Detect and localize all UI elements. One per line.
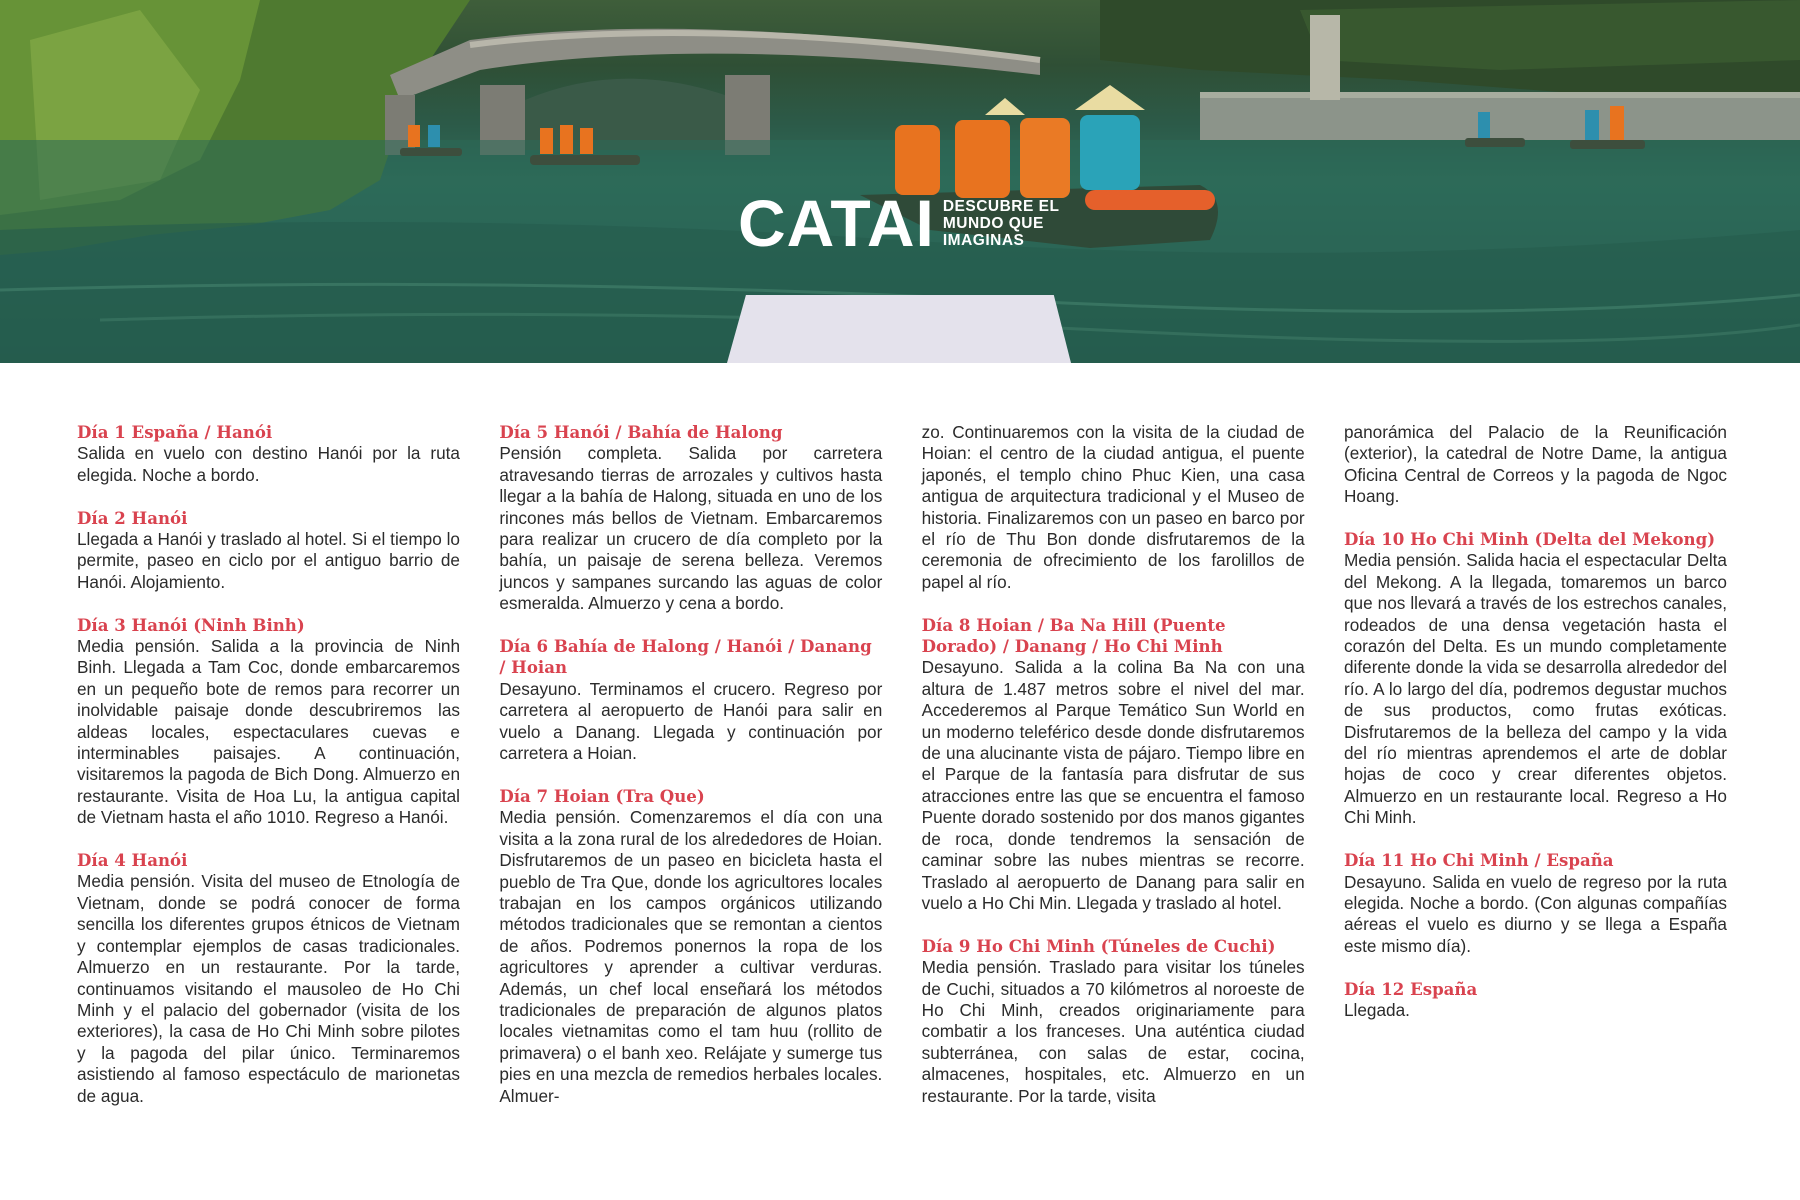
catai-logo	[738, 186, 1060, 260]
day-title: Día 8 Hoian / Ba Na Hill (Puente Dorado) / Danang / Ho Chi Minh	[921, 614, 1226, 657]
day-title: Día 4 Hanói	[77, 850, 188, 871]
day-text: Llegada a Hanói y traslado al hotel. Si el tiempo lo permite, paseo en ciclo por el antiguo barrio de Hanói. Alojamiento.	[77, 529, 460, 592]
day-text: Media pensión. Visita del museo de Etnología de Vietnam, donde se podrá conocer de forma sencilla los diferentes grupos étnicos de Vietnam y contemplar ejemplos de casas tradicionales. Almuerzo en un restaurante. Por la tarde, continuamos visitando el mausoleo de Ho Chi Minh y el palacio del gobernador (visita de los exteriores), la casa de Ho Chi Minh sobre pilotes y la pagoda del pilar único. Terminaremos asistiendo al famoso espectáculo de marionetas de agua.	[77, 871, 460, 1106]
day-title: Día 7 Hoian (Tra Que)	[499, 785, 705, 806]
day-title: Día 5 Hanói / Bahía de Halong	[499, 422, 783, 442]
tagline-line-1: DESCUBRE EL	[942, 197, 1060, 215]
day-title: Día 10 Ho Chi Minh (Delta del Mekong)	[1343, 529, 1716, 550]
itinerary-day	[77, 850, 460, 1107]
itinerary-day	[1344, 979, 1727, 1022]
header-tab-shape	[727, 295, 1071, 363]
day-title: Día 9 Ho Chi Minh (Túneles de Cuchi)	[921, 935, 1276, 956]
day-text: Llegada.	[1343, 999, 1410, 1020]
itinerary-day	[77, 508, 460, 594]
itinerary-day	[922, 615, 1305, 915]
itinerary-continuation	[1344, 422, 1727, 508]
itinerary-day	[1344, 529, 1727, 829]
day-text: Media pensión. Salida hacia el espectacular Delta del Mekong. A la llegada, tomaremos un barco que nos llevará a través de los estrechos canales, rodeados de una densa vegetación hasta el corazón del Delta. Es un mundo completamente diferente donde la vida se desarrolla alrededor del río. A lo largo del día, podremos degustar muchos de sus productos, como frutas exóticas. Disfrutaremos de la belleza del campo y la vida del río mientras aprendemos el arte de doblar hojas de coco y crear diferentes objetos. Almuerzo en un restaurante local. Regreso a Ho Chi Minh.	[1343, 550, 1727, 828]
itinerary-continuation	[922, 422, 1305, 593]
itinerary-day	[1344, 850, 1727, 957]
day-text: Media pensión. Salida a la provincia de Ninh Binh. Llegada a Tam Coc, donde embarcaremos en un pequeño bote de remos para recorrer un inolvidable paisaje donde descubriremos las aldeas locales, espectaculares cuevas e interminables paisajes. A continuación, visitaremos la pagoda de Bich Dong. Almuerzo en restaurante. Visita de Hoa Lu, la antigua capital de Vietnam hasta el año 1010. Regreso a Hanói.	[77, 636, 460, 828]
day-title: Día 3 Hanói (Ninh Binh)	[77, 614, 305, 635]
day-text: Media pensión. Traslado para visitar los túneles de Cuchi, situados a 70 kilómetros al noroeste de Ho Chi Minh, creados originariamente para combatir a los franceses. Una auténtica ciudad subterránea, con salas de estar, cocina, almacenes, hospitales, etc. Almuerzo en un restaurante. Por la tarde, visita	[921, 957, 1305, 1106]
hero-photo	[0, 0, 1800, 363]
column-1	[77, 422, 460, 1152]
logo-tagline	[943, 198, 1060, 249]
logo-wordmark: CATAI	[738, 186, 935, 260]
itinerary-day	[499, 422, 882, 615]
itinerary-day	[77, 615, 460, 829]
itinerary-columns	[77, 422, 1727, 1152]
day-title: Día 11 Ho Chi Minh / España	[1343, 850, 1614, 871]
itinerary-day	[922, 936, 1305, 1107]
tagline-line-3: IMAGINAS	[942, 231, 1025, 249]
day-text: zo. Continuaremos con la visita de la ciudad de Hoian: el centro de la ciudad antigua, el puente japonés, el templo chino Phuc Kien, una casa antigua de arquitectura tradicional y el Museo de historia. Finalizaremos con un paseo en barco por el río de Thu Bon donde disfrutaremos de la ceremonia de ofrecimiento de los farolillos de papel al río.	[921, 422, 1305, 592]
day-text: Desayuno. Terminamos el crucero. Regreso por carretera al aeropuerto de Hanói para salir en vuelo a Danang. Llegada y continuación por carretera a Hoian.	[499, 678, 883, 764]
tagline-line-2: MUNDO QUE	[942, 214, 1044, 232]
day-title: Día 6 Bahía de Halong / Hanói / Danang / Hoian	[499, 636, 872, 678]
day-text: Media pensión. Comenzaremos el día con una visita a la zona rural de los alrededores de Hoian. Disfrutaremos de un paseo en bicicleta hasta el pueblo de Tra Que, donde los agricultores locales trabajan en los campos orgánicos utilizando métodos tradicionales que se remontan a cientos de años. Podremos ponernos la ropa de los agricultores y aprender a cultivar verduras. Además, un chef local enseñará los métodos tradicionales de preparación de algunos platos locales vietnamitas como el tam huu (rollito de primavera) o el banh xeo. Relájate y sumerge tus pies en una mezcla de remedios herbales locales. Almuer-	[499, 807, 883, 1106]
column-4	[1344, 422, 1727, 1152]
day-title: Día 12 España	[1343, 978, 1478, 999]
itinerary-day	[499, 636, 882, 764]
day-title: Día 2 Hanói	[77, 507, 188, 528]
day-text: Pensión completa. Salida por carretera atravesando tierras de arrozales y cultivos hasta llegar a la bahía de Halong, situada en uno de los rincones más bellos de Vietnam. Embarcaremos para realizar un crucero de día completo por la bahía, un paisaje de serena belleza. Veremos juncos y sampanes surcando las aguas de color esmeralda. Almuerzo y cena a bordo.	[499, 443, 883, 614]
column-3	[922, 422, 1305, 1152]
day-text: panorámica del Palacio de la Reunificación (exterior), la catedral de Notre Dame, la antigua Oficina Central de Correos y la pagoda de Ngoc Hoang.	[1343, 422, 1727, 507]
day-text: Salida en vuelo con destino Hanói por la ruta elegida. Noche a bordo.	[77, 443, 460, 485]
itinerary-day	[77, 422, 460, 486]
day-title: Día 1 España / Hanói	[77, 422, 273, 442]
column-2	[499, 422, 882, 1152]
itinerary-day	[499, 786, 882, 1107]
day-text: Desayuno. Salida en vuelo de regreso por la ruta elegida. Noche a bordo. (Con algunas compañías aéreas el vuelo es diurno y se llega a España este mismo día).	[1343, 871, 1727, 956]
day-text: Desayuno. Salida a la colina Ba Na con una altura de 1.487 metros sobre el nivel del mar. Accederemos al Parque Temático Sun World en un moderno teleférico desde donde disfrutaremos de una alucinante vista de pájaro. Tiempo libre en el Parque de la fantasía para disfrutar de sus atracciones entre las que se encuentra el famoso Puente dorado sostenido por dos manos gigantes de roca, donde tendremos la sensación de caminar sobre las nubes mientras se recorre. Traslado al aeropuerto de Danang para salir en vuelo a Ho Chi Min. Llegada y traslado al hotel.	[921, 657, 1305, 913]
